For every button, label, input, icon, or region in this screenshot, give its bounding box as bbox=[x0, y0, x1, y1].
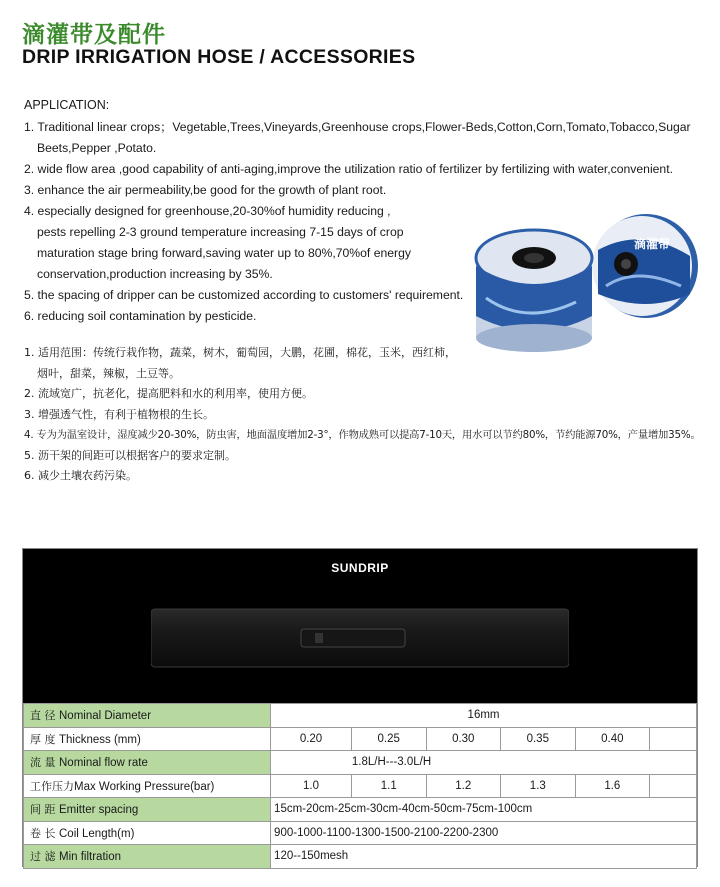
label-en: Min filtration bbox=[59, 851, 121, 864]
label-cn: 卷 长 bbox=[30, 826, 56, 840]
cell-empty bbox=[650, 727, 697, 751]
application-item-en: 2. wide flow area ,good capability of anti-aging,improve the utilization ratio of fertilizer by fertilizing with water,convenient. bbox=[24, 162, 673, 176]
row-label bbox=[24, 798, 271, 822]
application-item-en: 5. the spacing of dripper can be customized according to customers' requirement. bbox=[24, 288, 464, 302]
label-en: Thickness (mm) bbox=[59, 733, 141, 746]
application-item-cn: 烟叶，甜菜，辣椒，土豆等。 bbox=[37, 366, 180, 380]
application-item-cn: 5. 沥干架的间距可以根据客户的要求定制。 bbox=[24, 448, 236, 462]
table-row bbox=[24, 845, 697, 869]
cell-value: 16mm bbox=[271, 704, 697, 728]
table-row bbox=[24, 798, 697, 822]
application-item-en: pests repelling 2-3 ground temperature increasing 7-15 days of crop bbox=[37, 225, 404, 239]
application-heading: APPLICATION: bbox=[24, 98, 110, 112]
cell-value: 1.3 bbox=[501, 774, 576, 798]
application-item-cn: 4. 专为为温室设计，湿度减少20-30%，防虫害，地面温度增加2-3°，作物成熟可以提高7-10天，用水可以节约80%，节约能源70%，产量增加35%。 bbox=[24, 429, 701, 441]
application-item-en: 6. reducing soil contamination by pesticide. bbox=[24, 309, 257, 323]
cell-value: 1.1 bbox=[351, 774, 426, 798]
cell-value: 15cm-20cm-25cm-30cm-40cm-50cm-75cm-100cm bbox=[271, 798, 697, 822]
label-cn: 直 径 bbox=[30, 709, 56, 723]
cell-empty bbox=[650, 774, 697, 798]
cell-value: 0.20 bbox=[271, 727, 352, 751]
application-item-cn: 3. 增强透气性，有利于植物根的生长。 bbox=[24, 407, 214, 421]
page-title-en: DRIP IRRIGATION HOSE / ACCESSORIES bbox=[22, 46, 416, 68]
label-en: Emitter spacing bbox=[59, 804, 139, 817]
cell-value: 1.8L/H---3.0L/H bbox=[271, 751, 697, 775]
table-row bbox=[24, 704, 697, 728]
cell-value: 0.35 bbox=[501, 727, 576, 751]
row-label bbox=[24, 774, 271, 798]
application-item-en: 3. enhance the air permeability,be good for the growth of plant root. bbox=[24, 183, 387, 197]
label-en: Nominal flow rate bbox=[59, 757, 148, 770]
reel-label: 滴灌带 bbox=[634, 237, 671, 251]
row-label bbox=[24, 845, 271, 869]
brand-name: SUNDRIP bbox=[331, 561, 389, 575]
label-en: Nominal Diameter bbox=[59, 710, 152, 723]
application-item-en: conservation,production increasing by 35%. bbox=[37, 267, 273, 281]
label-en: Coil Length(m) bbox=[59, 827, 135, 840]
row-label bbox=[24, 704, 271, 728]
application-item-en: 1. Traditional linear crops；Vegetable,Trees,Vineyards,Greenhouse crops,Flower-Beds,Cotton,Corn,Tomato,Tobacco,Sugar bbox=[24, 120, 691, 134]
application-item-cn: 6. 减少土壤农药污染。 bbox=[24, 469, 137, 482]
cell-value: 120--150mesh bbox=[271, 845, 697, 869]
cell-value: 0.25 bbox=[351, 727, 426, 751]
label-cn: 过 滤 bbox=[30, 850, 56, 864]
cell-value: 0.30 bbox=[426, 727, 501, 751]
page-title-cn: 滴灌带及配件 bbox=[22, 22, 166, 48]
label-cn: 厚 度 bbox=[30, 732, 56, 746]
table-row bbox=[24, 727, 697, 751]
cell-value: 1.2 bbox=[426, 774, 501, 798]
application-item-en: 4. especially designed for greenhouse,20-30%of humidity reducing , bbox=[24, 204, 391, 218]
reel-front bbox=[476, 230, 592, 352]
label-cn: 工作压力 bbox=[30, 779, 74, 793]
row-label bbox=[24, 727, 271, 751]
reel-back bbox=[592, 214, 698, 318]
cell-value: 1.6 bbox=[575, 774, 650, 798]
application-item-cn: 2. 流域宽广，抗老化，提高肥料和水的利用率，使用方便。 bbox=[24, 387, 313, 400]
spec-table bbox=[23, 703, 697, 869]
application-list-cn bbox=[24, 343, 716, 487]
application-item-en: Beets,Pepper ,Potato. bbox=[37, 141, 157, 155]
table-row bbox=[24, 751, 697, 775]
label-en: Max Working Pressure(bar) bbox=[74, 780, 215, 793]
label-cn: 间 距 bbox=[30, 803, 56, 817]
hose-photo-panel bbox=[23, 549, 697, 703]
table-row bbox=[24, 774, 697, 798]
spec-panel bbox=[22, 548, 698, 867]
drip-hose-reel-image bbox=[466, 206, 716, 356]
cell-value: 1.0 bbox=[271, 774, 352, 798]
label-cn: 流 量 bbox=[30, 756, 56, 770]
application-item-cn: 1. 适用范围：传统行栽作物，蔬菜，树木，葡萄园，大鹏，花圃，棉花，玉米，西红柿， bbox=[24, 346, 456, 359]
row-label bbox=[24, 751, 271, 775]
cell-value: 0.40 bbox=[575, 727, 650, 751]
application-item-en: maturation stage bring forward,saving water up to 80%,70%of energy bbox=[37, 246, 411, 260]
row-label bbox=[24, 821, 271, 845]
cell-value: 900-1000-1100-1300-1500-2100-2200-2300 bbox=[271, 821, 697, 845]
table-row bbox=[24, 821, 697, 845]
drip-tape-image bbox=[151, 607, 569, 669]
